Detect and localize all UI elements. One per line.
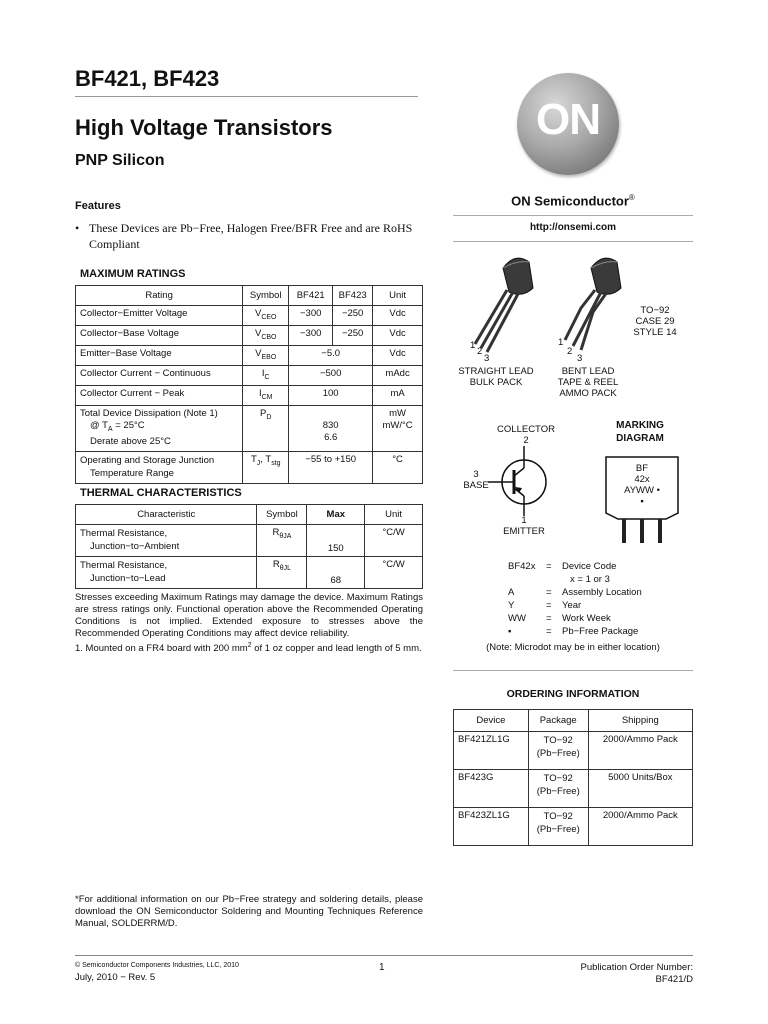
- rating-cell: Collector Current − Peak: [76, 386, 243, 406]
- legend-desc: Device Code: [562, 561, 617, 572]
- unit-cell: Vdc: [373, 306, 423, 326]
- legend-desc: Assembly Location: [562, 587, 642, 598]
- legend-key: Y: [508, 600, 515, 611]
- table-header-row: [76, 505, 423, 525]
- rating-cell: Operating and Storage Junction Temperature Range: [76, 452, 243, 484]
- stress-note: Stresses exceeding Maximum Ratings may damage the device. Maximum Ratings are stress ratings only. Functional operation above the Recommended Operating Conditions is not implied. Extended exposure to stresses above the Recommended Operating Conditions may affect device reliability.: [75, 592, 423, 639]
- symbol-cell: $I_C$: [243, 366, 289, 386]
- max-ratings-table: [75, 285, 423, 484]
- base-label: 3 BASE: [463, 469, 489, 491]
- legend-row: [508, 599, 642, 612]
- page-title: High Voltage Transistors: [75, 115, 333, 140]
- pin-label: 3: [484, 353, 490, 364]
- value-cell: −300: [289, 306, 333, 326]
- header-cell: BF421: [289, 286, 333, 306]
- legend-desc: Work Week: [562, 613, 611, 624]
- legend-key: [508, 573, 546, 586]
- table-row: [76, 326, 423, 346]
- features-list: [75, 220, 430, 252]
- ordering-info-title: ORDERING INFORMATION: [506, 688, 640, 700]
- revision-date: July, 2010 − Rev. 5: [75, 972, 156, 983]
- table-row: [76, 452, 423, 484]
- table-row: [76, 366, 423, 386]
- value-cell: −250: [333, 306, 373, 326]
- thermal-title: THERMAL CHARACTERISTICS: [80, 487, 242, 499]
- value-cell: −5.0: [289, 346, 373, 366]
- legend-row: [508, 625, 642, 638]
- marking-text: BF 42x AYWW • ▪: [624, 463, 660, 507]
- characteristic-cell: Thermal Resistance, Junction−to−Lead: [76, 557, 257, 589]
- rating-cell: Total Device Dissipation (Note 1) @ $T_A = 25^\circ C$ Derate above 25°C: [76, 406, 243, 452]
- header-cell: Characteristic: [76, 505, 257, 525]
- legend-row: [508, 560, 642, 573]
- legend-key: A: [508, 587, 515, 598]
- legend-equals: =: [546, 561, 552, 572]
- symbol-cell: $V_{CEO}$: [243, 306, 289, 326]
- logo-text: ON: [536, 95, 600, 144]
- symbol-cell: $T_J$, $T_{stg}$: [243, 452, 289, 484]
- pin-label: 3: [577, 353, 583, 364]
- pnp-transistor-symbol: [488, 446, 558, 516]
- website-link[interactable]: http://onsemi.com: [529, 222, 617, 233]
- symbol-cell: $V_{CBO}$: [243, 326, 289, 346]
- legend-row: [508, 586, 642, 599]
- table-header-row: [76, 286, 423, 306]
- table-row: [76, 306, 423, 326]
- footnote-1: 1. Mounted on a FR4 board with 200 $mm^2$ of 1 oz copper and lead length of 5 mm.: [75, 642, 422, 655]
- legend-key: ▪: [508, 626, 512, 637]
- rating-cell: Collector Current − Continuous: [76, 366, 243, 386]
- pin-label: 1: [558, 337, 564, 348]
- unit-cell: °C: [373, 452, 423, 484]
- value-cell: −300: [289, 326, 333, 346]
- unit-cell: °C/W: [365, 525, 423, 557]
- emitter-label: 1 EMITTER: [503, 515, 545, 537]
- unit-cell: mA: [373, 386, 423, 406]
- legend-desc: Year: [562, 600, 582, 611]
- footer-divider: [75, 955, 693, 956]
- bullet-icon: •: [75, 221, 80, 235]
- marking-legend: [508, 560, 642, 638]
- unit-cell: mAdc: [373, 366, 423, 386]
- part-number-title: BF421, BF423: [75, 66, 220, 91]
- legend-equals: [546, 573, 562, 586]
- thermal-table: [75, 504, 423, 589]
- header-cell: Symbol: [243, 286, 289, 306]
- header-cell: BF423: [333, 286, 373, 306]
- unit-cell: °C/W: [365, 557, 423, 589]
- legend-key: WW: [508, 613, 526, 624]
- microdot-note: (Note: Microdot may be in either location): [486, 642, 660, 653]
- table-header-row: [454, 710, 693, 732]
- characteristic-cell: Thermal Resistance, Junction−to−Ambient: [76, 525, 257, 557]
- symbol-cell: $P_D$: [243, 406, 289, 452]
- marking-diagram-title: MARKING DIAGRAM: [616, 420, 664, 444]
- rating-cell: Emitter−Base Voltage: [76, 346, 243, 366]
- shipping-cell: 5000 Units/Box: [588, 770, 692, 808]
- ordering-table: [453, 709, 693, 846]
- package-cell: TO−92 (Pb−Free): [528, 770, 588, 808]
- collector-label: COLLECTOR 2: [497, 424, 555, 446]
- legend-desc: Pb−Free Package: [562, 626, 639, 637]
- table-row: [454, 732, 693, 770]
- symbol-cell: $R_{\theta JL}$: [257, 557, 307, 589]
- pin-label: 2: [477, 346, 483, 357]
- max-ratings-title: MAXIMUM RATINGS: [80, 268, 186, 280]
- case-label: TO−92 CASE 29 STYLE 14: [633, 305, 677, 338]
- package-cell: TO−92 (Pb−Free): [528, 808, 588, 846]
- straight-lead-label: STRAIGHT LEAD BULK PACK: [458, 366, 534, 388]
- company-name: ON Semiconductor®: [511, 193, 635, 209]
- table-row: [76, 406, 423, 452]
- legend-equals: =: [546, 626, 552, 637]
- pin-label: 1: [470, 340, 476, 351]
- unit-cell: Vdc: [373, 346, 423, 366]
- symbol-cell: $R_{\theta JA}$: [257, 525, 307, 557]
- rating-cell: Collector−Emitter Voltage: [76, 306, 243, 326]
- legend-equals: =: [546, 613, 552, 624]
- straight-lead-transistor: [475, 258, 533, 352]
- value-cell: 68: [307, 557, 365, 589]
- legend-equals: =: [546, 600, 552, 611]
- bent-lead-label: BENT LEAD TAPE & REEL AMMO PACK: [557, 366, 619, 399]
- divider: [453, 670, 693, 671]
- on-logo: [517, 73, 619, 175]
- header-cell: Max: [307, 505, 365, 525]
- title-divider: [75, 96, 418, 97]
- symbol-cell: $V_{EBO}$: [243, 346, 289, 366]
- pin-label: 2: [567, 346, 573, 357]
- features-heading: Features: [75, 200, 121, 212]
- symbol-cell: $I_{CM}$: [243, 386, 289, 406]
- page-number: 1: [379, 962, 385, 973]
- rating-cell: Collector−Base Voltage: [76, 326, 243, 346]
- package-cell: TO−92 (Pb−Free): [528, 732, 588, 770]
- table-row: [76, 386, 423, 406]
- value-cell: 830 6.6: [289, 406, 373, 452]
- table-row: [454, 770, 693, 808]
- value-cell: 150: [307, 525, 365, 557]
- legend-row: [508, 612, 642, 625]
- header-cell: Package: [528, 710, 588, 732]
- device-cell: BF423ZL1G: [454, 808, 529, 846]
- value-cell: −250: [333, 326, 373, 346]
- legend-equals: =: [546, 587, 552, 598]
- bent-lead-transistor: [565, 258, 621, 350]
- unit-cell: Vdc: [373, 326, 423, 346]
- header-cell: Rating: [76, 286, 243, 306]
- divider: [453, 241, 693, 242]
- header-cell: Unit: [373, 286, 423, 306]
- header-cell: Device: [454, 710, 529, 732]
- legend-desc: x = 1 or 3: [570, 574, 610, 585]
- device-cell: BF423G: [454, 770, 529, 808]
- table-row: [76, 346, 423, 366]
- value-cell: −500: [289, 366, 373, 386]
- legend-row: [508, 573, 642, 586]
- shipping-cell: 2000/Ammo Pack: [588, 808, 692, 846]
- value-cell: 100: [289, 386, 373, 406]
- publication-number: BF421/D: [655, 974, 693, 985]
- unit-cell: mW mW/°C: [373, 406, 423, 452]
- page-subtitle: PNP Silicon: [75, 152, 165, 169]
- value-cell: −55 to +150: [289, 452, 373, 484]
- device-cell: BF421ZL1G: [454, 732, 529, 770]
- header-cell: Symbol: [257, 505, 307, 525]
- header-cell: Unit: [365, 505, 423, 525]
- publication-label: Publication Order Number:: [580, 962, 693, 973]
- table-row: [76, 557, 423, 589]
- legend-key: BF42x: [508, 561, 536, 572]
- divider: [453, 215, 693, 216]
- table-row: [454, 808, 693, 846]
- copyright: © Semiconductor Components Industries, LLC, 2010: [75, 962, 239, 969]
- header-cell: Shipping: [588, 710, 692, 732]
- table-row: [76, 525, 423, 557]
- pb-free-note: *For additional information on our Pb−Free strategy and soldering details, please download the ON Semiconductor Soldering and Mounting Techniques Reference Manual, SOLDERRM/D.: [75, 894, 423, 929]
- feature-item: These Devices are Pb−Free, Halogen Free/BFR Free and are RoHS Compliant: [89, 221, 413, 251]
- shipping-cell: 2000/Ammo Pack: [588, 732, 692, 770]
